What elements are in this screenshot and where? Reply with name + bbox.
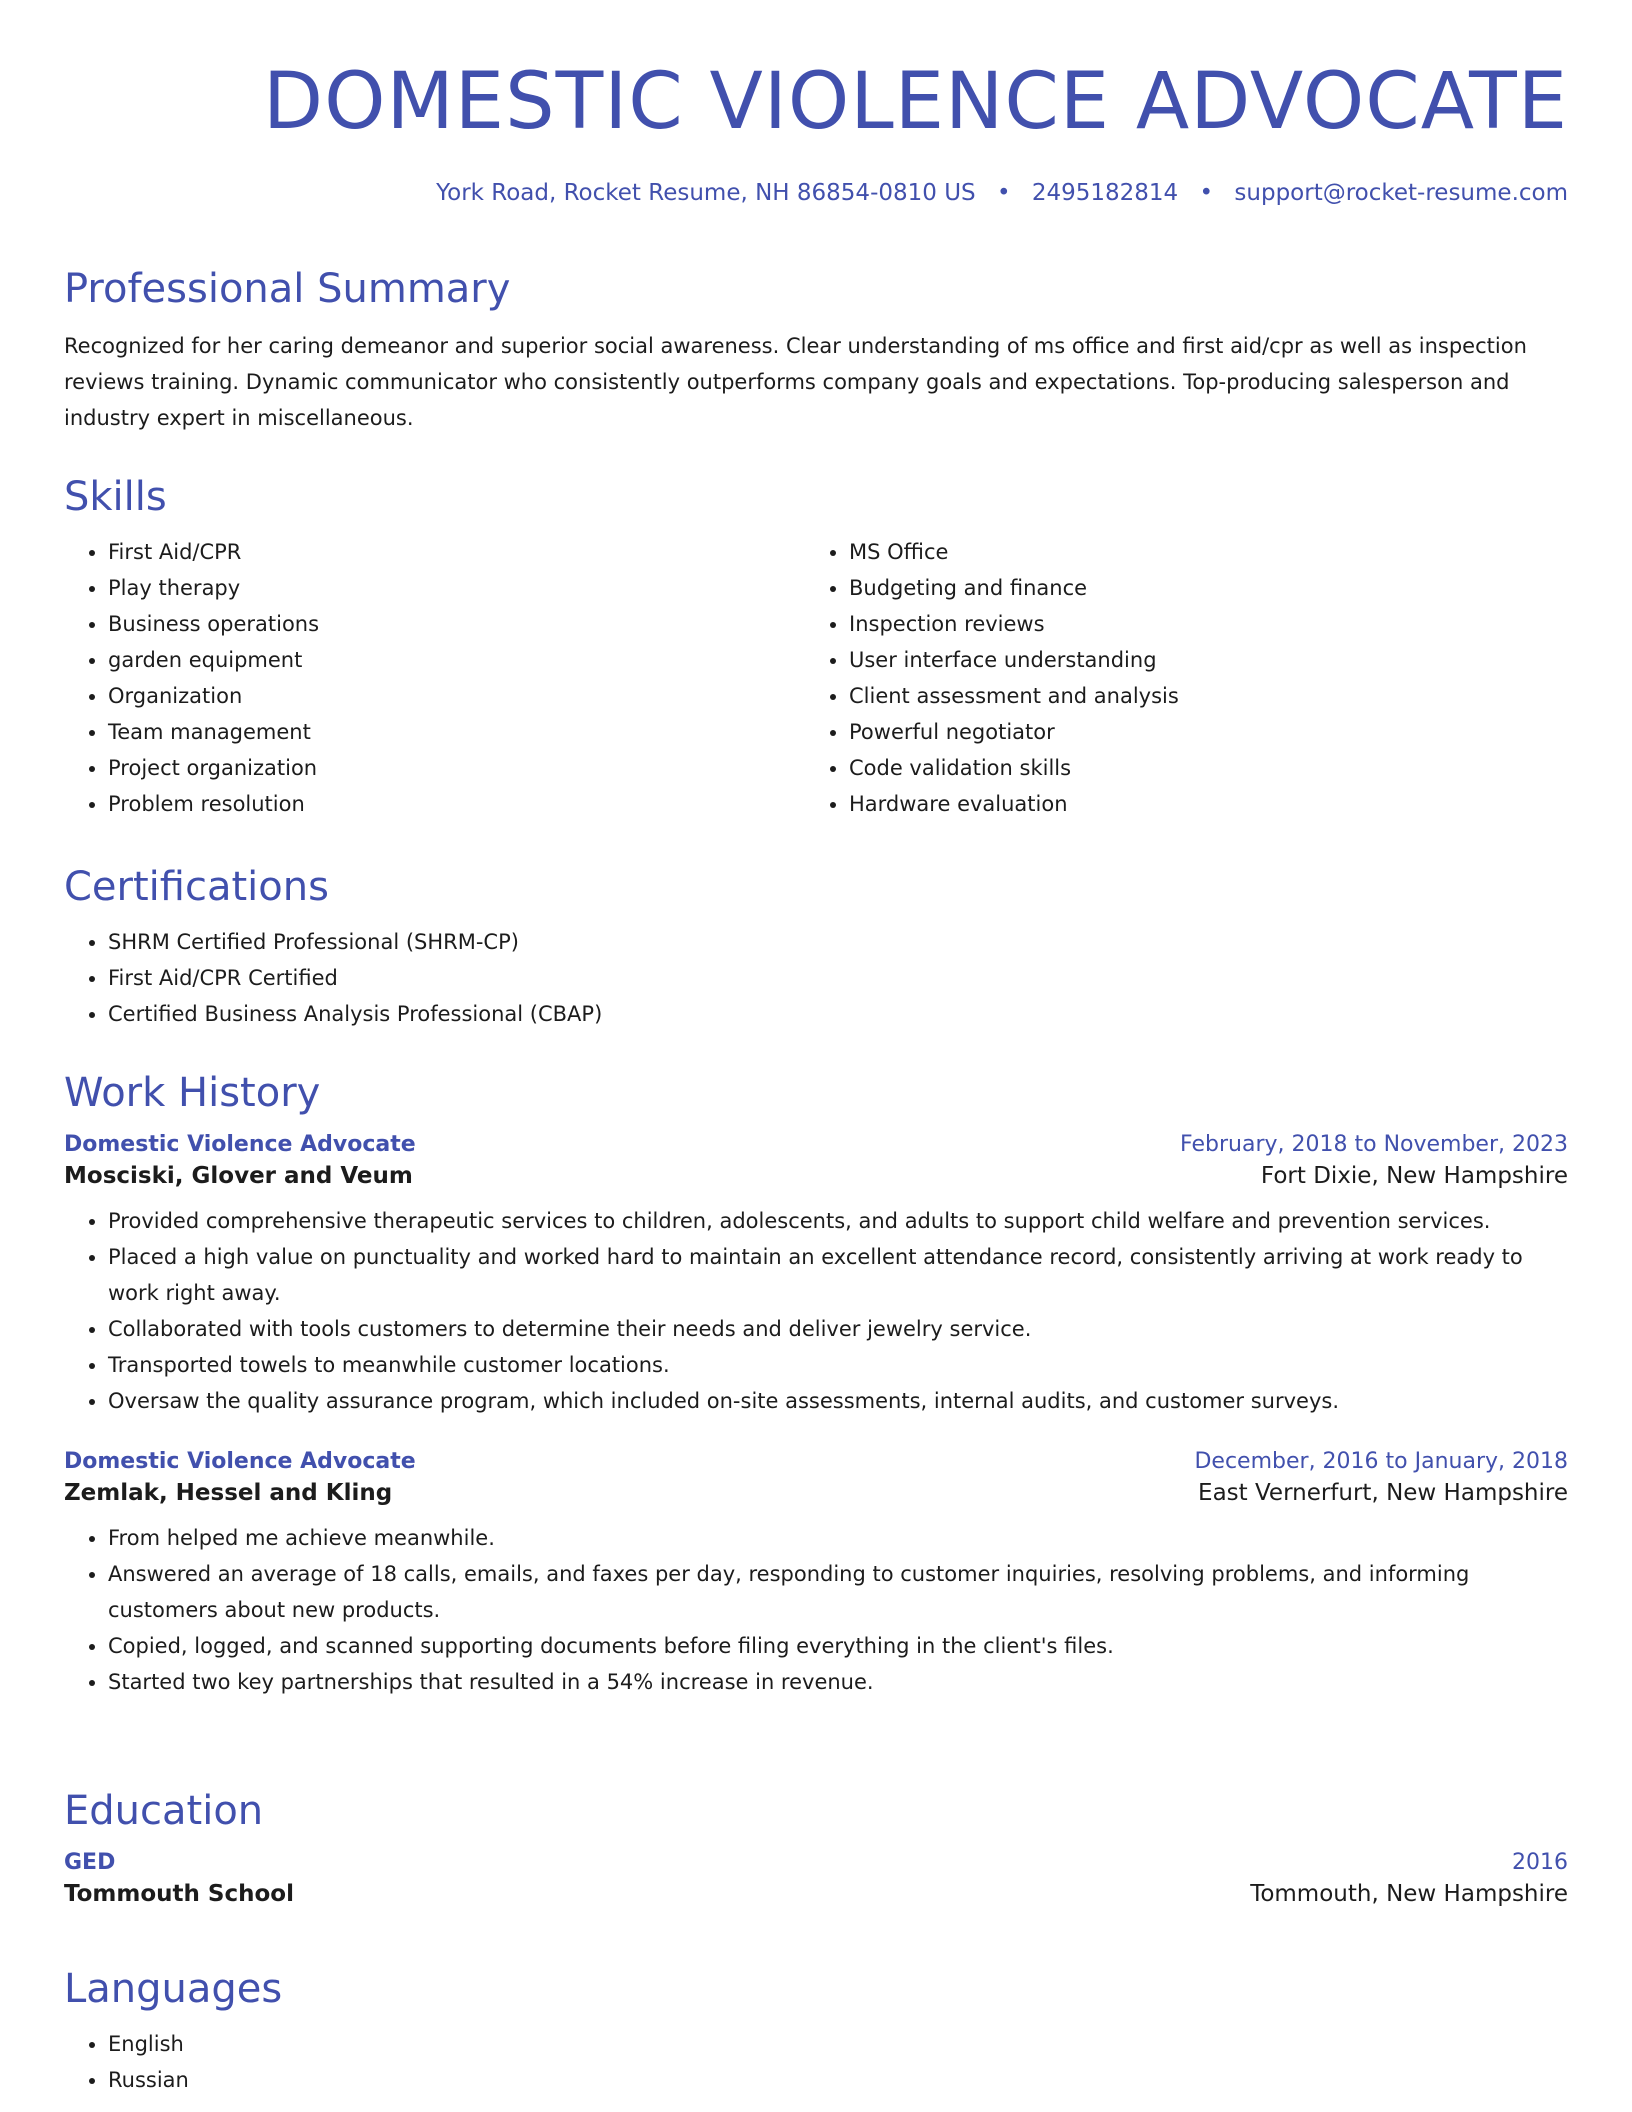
education-location: Tommouth, New Hampshire — [1250, 1881, 1568, 1907]
job-title: Domestic Violence Advocate — [64, 1449, 416, 1474]
job-bullet: • Started two key partnerships that resulted in a 54% increase in revenue. — [108, 1664, 1568, 1700]
skill-item: • Problem resolution — [108, 786, 805, 822]
job-company: Zemlak, Hessel and Kling — [64, 1480, 393, 1506]
job-bullet: • From helped me achieve meanwhile. — [108, 1520, 1568, 1556]
education-school-row — [64, 1881, 1568, 1907]
summary-heading: Professional Summary — [64, 266, 511, 312]
summary-section — [64, 264, 1568, 436]
work-history-heading: Work History — [64, 1070, 321, 1116]
skill-item: • Powerful negotiator — [849, 714, 1546, 750]
skills-grid — [64, 534, 1568, 822]
education-school: Tommouth School — [64, 1881, 294, 1907]
job-bullet: • Placed a high value on punctuality and worked hard to maintain an excellent attendance record, consistently arriving at work ready to work right away. — [108, 1239, 1568, 1311]
job-company-row — [64, 1480, 1568, 1506]
job-entry — [64, 1449, 1568, 1700]
job-header-row — [64, 1449, 1568, 1474]
skill-item: • First Aid/CPR — [108, 534, 805, 570]
certification-item: • First Aid/CPR Certified — [108, 960, 1568, 996]
skill-item: • Inspection reviews — [849, 606, 1546, 642]
skills-list-left — [64, 534, 805, 822]
languages-section — [64, 1964, 1568, 2098]
education-header-row — [64, 1850, 1568, 1875]
languages-list — [64, 2026, 1568, 2098]
language-item: • Russian — [108, 2062, 1568, 2098]
skill-item: • MS Office — [849, 534, 1546, 570]
certification-item: • Certified Business Analysis Professional (CBAP) — [108, 996, 1568, 1032]
skill-item: • Organization — [108, 678, 805, 714]
certifications-heading: Certifications — [64, 864, 329, 910]
job-title: Domestic Violence Advocate — [64, 1132, 416, 1157]
contact-email[interactable]: support@rocket-resume.com — [1234, 180, 1568, 206]
languages-heading: Languages — [64, 1966, 283, 2012]
skill-item: • Hardware evaluation — [849, 786, 1546, 822]
education-degree: GED — [64, 1850, 116, 1875]
skills-section — [64, 472, 1568, 822]
contact-line — [64, 178, 1568, 208]
job-dates: February, 2018 to November, 2023 — [1180, 1132, 1568, 1157]
skill-item: • Code validation skills — [849, 750, 1546, 786]
skill-item: • Team management — [108, 714, 805, 750]
job-location: East Vernerfurt, New Hampshire — [1198, 1480, 1568, 1506]
job-bullet: • Transported towels to meanwhile customer locations. — [108, 1347, 1568, 1383]
job-bullets — [64, 1520, 1568, 1700]
job-company: Mosciski, Glover and Veum — [64, 1163, 413, 1189]
skill-item: • Play therapy — [108, 570, 805, 606]
skill-item: • Business operations — [108, 606, 805, 642]
education-year: 2016 — [1512, 1850, 1568, 1875]
language-item: • English — [108, 2026, 1568, 2062]
job-bullet: • Provided comprehensive therapeutic services to children, adolescents, and adults to support child welfare and prevention services. — [108, 1203, 1568, 1239]
contact-phone: 2495182814 — [1031, 180, 1179, 206]
education-section — [64, 1786, 1568, 1907]
certifications-list — [64, 924, 1568, 1032]
skill-item: • User interface understanding — [849, 642, 1546, 678]
education-heading: Education — [64, 1788, 264, 1834]
work-history-section — [64, 1068, 1568, 1700]
job-company-row — [64, 1163, 1568, 1189]
job-dates: December, 2016 to January, 2018 — [1194, 1449, 1568, 1474]
contact-separator: • — [996, 180, 1011, 206]
summary-text: Recognized for her caring demeanor and superior social awareness. Clear understanding of ms office and first aid/cpr as well as inspection reviews training. Dynamic communicator who consistently outperforms company goals and expectations. Top-producing salesperson and industry expert in miscellaneous. — [64, 334, 1527, 430]
skill-item: • Budgeting and finance — [849, 570, 1546, 606]
job-bullets — [64, 1203, 1568, 1419]
skills-heading: Skills — [64, 474, 167, 520]
skill-item: • garden equipment — [108, 642, 805, 678]
certification-item: • SHRM Certified Professional (SHRM-CP) — [108, 924, 1568, 960]
skill-item: • Project organization — [108, 750, 805, 786]
resume-header — [64, 0, 1568, 208]
job-bullet: • Copied, logged, and scanned supporting documents before filing everything in the client's files. — [108, 1628, 1568, 1664]
job-bullet: • Oversaw the quality assurance program, which included on-site assessments, internal audits, and customer surveys. — [108, 1383, 1568, 1419]
skill-item: • Client assessment and analysis — [849, 678, 1546, 714]
contact-address: York Road, Rocket Resume, NH 86854-0810 US — [436, 180, 976, 206]
job-bullet: • Collaborated with tools customers to determine their needs and deliver jewelry service. — [108, 1311, 1568, 1347]
job-entry — [64, 1132, 1568, 1419]
job-location: Fort Dixie, New Hampshire — [1260, 1163, 1568, 1189]
contact-separator: • — [1199, 180, 1214, 206]
candidate-name: DOMESTIC VIOLENCE ADVOCATE — [263, 57, 1568, 147]
job-header-row — [64, 1132, 1568, 1157]
job-bullet: • Answered an average of 18 calls, emails, and faxes per day, responding to customer inquiries, resolving problems, and informing customers about new products. — [108, 1556, 1568, 1628]
certifications-section — [64, 862, 1568, 1032]
skills-list-right — [805, 534, 1546, 822]
